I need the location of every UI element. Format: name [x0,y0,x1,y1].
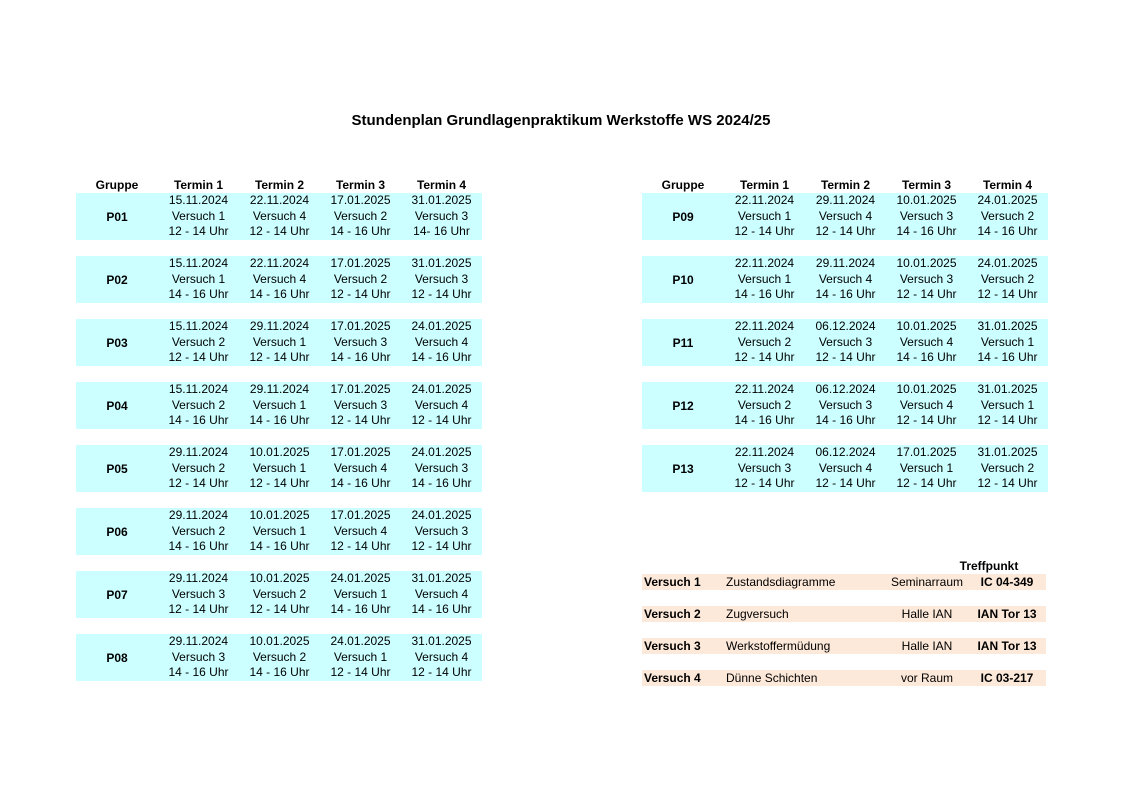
term-time: 12 - 14 Uhr [977,287,1038,302]
term-time: 12 - 14 Uhr [896,476,957,491]
term-time: 12 - 14 Uhr [977,476,1038,491]
term-time: 14 - 16 Uhr [330,224,391,239]
group-row-p07 [76,571,482,618]
term-date: 22.11.2024 [734,256,795,270]
term-versuch: Versuch 4 [818,208,873,223]
term-versuch: Versuch 3 [899,208,954,223]
term-date: 06.12.2024 [815,319,876,333]
term-time: 14 - 16 Uhr [411,476,472,491]
group-name: P01 [106,209,128,224]
term-versuch: Versuch 3 [333,397,388,412]
term-versuch: Versuch 4 [414,397,469,412]
term-cell-2 [239,193,320,240]
versuch-room: IC 03-217 [980,671,1034,685]
term-versuch: Versuch 1 [252,460,307,475]
term-date: 22.11.2024 [734,382,795,396]
term-time: 12 - 14 Uhr [330,287,391,302]
term-cell-3 [320,571,401,618]
term-date: 29.11.2024 [168,445,229,459]
term-cell-3 [886,256,967,303]
term-time: 12 - 14 Uhr [168,350,229,365]
term-date: 22.11.2024 [249,193,310,207]
term-time: 14 - 16 Uhr [168,287,229,302]
term-date: 10.01.2025 [896,193,957,207]
term-versuch: Versuch 1 [252,397,307,412]
schedule-right [642,178,1048,508]
term-time: 12 - 14 Uhr [249,350,310,365]
group-name: P08 [106,650,128,665]
term-cell-4 [401,634,482,681]
group-name: P06 [106,524,128,539]
term-time: 12 - 14 Uhr [330,665,391,680]
header-term-4: Termin 4 [416,178,467,192]
term-time: 14 - 16 Uhr [896,350,957,365]
term-versuch: Versuch 1 [899,460,954,475]
term-cell-1 [158,193,239,240]
term-date: 17.01.2025 [330,382,391,396]
group-row-p06 [76,508,482,555]
term-cell-4 [967,256,1048,303]
term-cell-2 [239,571,320,618]
header-term-3: Termin 3 [901,178,952,192]
term-time: 14 - 16 Uhr [734,287,795,302]
versuch-description: Dünne Schichten [726,671,818,685]
term-cell-1 [724,445,805,492]
term-cell-4 [967,445,1048,492]
term-cell-3 [320,508,401,555]
group-row-p10 [642,256,1048,303]
legend-row-versuch-1 [642,574,1046,590]
term-versuch: Versuch 4 [414,649,469,664]
term-cell-3 [886,445,967,492]
term-versuch: Versuch 4 [818,460,873,475]
schedule-left [76,178,482,697]
term-date: 29.11.2024 [168,634,229,648]
group-name: P05 [106,461,128,476]
term-date: 10.01.2025 [249,445,310,459]
term-versuch: Versuch 2 [171,334,226,349]
term-versuch: Versuch 2 [980,271,1035,286]
term-date: 17.01.2025 [330,193,391,207]
term-date: 22.11.2024 [734,193,795,207]
term-time: 12 - 14 Uhr [734,476,795,491]
term-cell-3 [320,193,401,240]
term-date: 22.11.2024 [734,445,795,459]
term-versuch: Versuch 1 [737,208,792,223]
term-time: 12 - 14 Uhr [411,287,472,302]
term-date: 29.11.2024 [249,319,310,333]
term-versuch: Versuch 2 [171,460,226,475]
term-versuch: Versuch 2 [252,586,307,601]
term-date: 17.01.2025 [330,445,391,459]
term-time: 12 - 14 Uhr [249,224,310,239]
term-time: 12 - 14 Uhr [411,413,472,428]
term-time: 14 - 16 Uhr [330,602,391,617]
term-date: 10.01.2025 [249,634,310,648]
versuch-room: IAN Tor 13 [977,607,1037,621]
term-cell-3 [886,193,967,240]
term-date: 10.01.2025 [896,319,957,333]
term-date: 24.01.2025 [330,571,391,585]
term-time: 12 - 14 Uhr [896,287,957,302]
term-time: 14 - 16 Uhr [977,224,1038,239]
term-versuch: Versuch 3 [899,271,954,286]
term-cell-1 [724,319,805,366]
term-time: 14 - 16 Uhr [249,665,310,680]
legend-row-versuch-2 [642,606,1046,622]
term-date: 31.01.2025 [411,571,472,585]
term-versuch: Versuch 3 [414,523,469,538]
header-term-1: Termin 1 [739,178,790,192]
header-term-2: Termin 2 [820,178,871,192]
versuch-name: Versuch 3 [644,639,701,653]
term-cell-2 [239,634,320,681]
term-time: 14 - 16 Uhr [330,476,391,491]
term-date: 10.01.2025 [249,508,310,522]
term-versuch: Versuch 2 [980,460,1035,475]
term-date: 31.01.2025 [977,319,1038,333]
term-cell-1 [724,382,805,429]
term-cell-4 [967,382,1048,429]
term-date: 29.11.2024 [168,571,229,585]
term-date: 22.11.2024 [734,319,795,333]
versuch-description: Zustandsdiagramme [726,575,836,589]
legend-row-versuch-3 [642,638,1046,654]
term-versuch: Versuch 4 [252,271,307,286]
term-cell-2 [805,256,886,303]
term-time: 12 - 14 Uhr [896,413,957,428]
term-cell-3 [886,319,967,366]
term-cell-1 [158,382,239,429]
term-date: 31.01.2025 [411,256,472,270]
treffpunkt-heading: Treffpunkt [959,559,1019,573]
term-cell-4 [401,445,482,492]
term-cell-2 [239,319,320,366]
group-row-p03 [76,319,482,366]
term-cell-1 [158,445,239,492]
legend-header [642,559,1046,574]
term-versuch: Versuch 3 [171,586,226,601]
term-cell-1 [724,256,805,303]
term-cell-3 [320,445,401,492]
term-versuch: Versuch 2 [737,397,792,412]
term-date: 17.01.2025 [330,256,391,270]
group-row-p09 [642,193,1048,240]
term-versuch: Versuch 3 [333,334,388,349]
group-row-p11 [642,319,1048,366]
versuch-room: IC 04-349 [980,575,1034,589]
term-cell-4 [401,193,482,240]
term-versuch: Versuch 3 [414,460,469,475]
term-time: 14 - 16 Uhr [896,224,957,239]
term-cell-1 [158,571,239,618]
group-list [76,193,482,681]
header-term-4: Termin 4 [982,178,1033,192]
term-date: 29.11.2024 [815,256,876,270]
header-row [76,178,482,193]
treffpunkt-legend [642,559,1046,702]
term-time: 12 - 14 Uhr [330,539,391,554]
term-time: 12 - 14 Uhr [168,224,229,239]
header-term-3: Termin 3 [335,178,386,192]
term-time: 12 - 14 Uhr [249,602,310,617]
term-time: 14 - 16 Uhr [734,413,795,428]
group-row-p13 [642,445,1048,492]
versuch-name: Versuch 1 [644,575,701,589]
versuch-location: Halle IAN [901,639,953,653]
term-versuch: Versuch 4 [252,208,307,223]
term-cell-1 [724,193,805,240]
term-time: 14 - 16 Uhr [330,350,391,365]
term-time: 14 - 16 Uhr [815,413,876,428]
group-name: P13 [672,461,694,476]
term-versuch: Versuch 4 [414,586,469,601]
term-cell-2 [239,382,320,429]
term-time: 12 - 14 Uhr [168,476,229,491]
term-versuch: Versuch 2 [171,523,226,538]
group-name: P02 [106,272,128,287]
term-date: 31.01.2025 [411,193,472,207]
term-date: 15.11.2024 [168,256,229,270]
term-versuch: Versuch 3 [818,397,873,412]
group-row-p08 [76,634,482,681]
term-versuch: Versuch 2 [171,397,226,412]
term-versuch: Versuch 4 [899,397,954,412]
term-time: 12 - 14 Uhr [411,539,472,554]
term-versuch: Versuch 3 [737,460,792,475]
term-date: 10.01.2025 [896,382,957,396]
term-date: 15.11.2024 [168,193,229,207]
term-time: 12 - 14 Uhr [815,350,876,365]
term-cell-4 [967,319,1048,366]
term-date: 24.01.2025 [411,382,472,396]
term-cell-4 [401,319,482,366]
term-time: 14 - 16 Uhr [168,539,229,554]
header-term-1: Termin 1 [173,178,224,192]
term-versuch: Versuch 1 [980,334,1035,349]
term-time: 12 - 14 Uhr [734,350,795,365]
term-cell-2 [239,256,320,303]
term-cell-2 [805,193,886,240]
term-cell-1 [158,256,239,303]
term-versuch: Versuch 2 [333,208,388,223]
term-versuch: Versuch 3 [818,334,873,349]
term-cell-3 [320,634,401,681]
term-time: 14 - 16 Uhr [168,413,229,428]
term-cell-3 [886,382,967,429]
term-cell-1 [158,319,239,366]
group-name: P11 [672,335,694,350]
term-cell-3 [320,319,401,366]
group-name: P04 [106,398,128,413]
term-date: 17.01.2025 [896,445,957,459]
term-versuch: Versuch 4 [333,460,388,475]
term-cell-3 [320,382,401,429]
group-row-p12 [642,382,1048,429]
term-date: 31.01.2025 [977,445,1038,459]
term-date: 17.01.2025 [330,319,391,333]
header-row [642,178,1048,193]
term-versuch: Versuch 3 [171,649,226,664]
term-cell-2 [805,445,886,492]
term-date: 24.01.2025 [977,193,1038,207]
term-cell-1 [158,634,239,681]
term-cell-3 [320,256,401,303]
term-time: 12 - 14 Uhr [815,224,876,239]
term-versuch: Versuch 1 [171,208,226,223]
legend-row-versuch-4 [642,670,1046,686]
term-time: 12 - 14 Uhr [411,665,472,680]
term-time: 14 - 16 Uhr [411,602,472,617]
term-cell-2 [805,319,886,366]
term-date: 10.01.2025 [249,571,310,585]
term-versuch: Versuch 1 [252,523,307,538]
versuch-room: IAN Tor 13 [977,639,1037,653]
term-versuch: Versuch 1 [333,649,388,664]
term-date: 24.01.2025 [411,445,472,459]
term-date: 31.01.2025 [411,634,472,648]
term-time: 14 - 16 Uhr [815,287,876,302]
term-date: 24.01.2025 [330,634,391,648]
term-date: 29.11.2024 [249,382,310,396]
term-cell-1 [158,508,239,555]
term-versuch: Versuch 1 [171,271,226,286]
term-time: 14 - 16 Uhr [249,539,310,554]
term-versuch: Versuch 4 [414,334,469,349]
term-cell-2 [239,445,320,492]
group-name: P12 [672,398,694,413]
term-versuch: Versuch 2 [980,208,1035,223]
term-versuch: Versuch 1 [737,271,792,286]
term-cell-4 [401,508,482,555]
term-versuch: Versuch 1 [333,586,388,601]
term-date: 22.11.2024 [249,256,310,270]
group-list [642,193,1048,492]
term-cell-4 [401,256,482,303]
term-time: 14 - 16 Uhr [411,350,472,365]
term-time: 12 - 14 Uhr [977,413,1038,428]
term-date: 31.01.2025 [977,382,1038,396]
group-row-p02 [76,256,482,303]
term-date: 29.11.2024 [815,193,876,207]
term-cell-4 [401,382,482,429]
term-versuch: Versuch 1 [252,334,307,349]
term-cell-2 [805,382,886,429]
term-date: 24.01.2025 [411,319,472,333]
versuch-location: Halle IAN [901,607,953,621]
versuch-name: Versuch 2 [644,607,701,621]
term-versuch: Versuch 4 [899,334,954,349]
header-group: Gruppe [661,178,705,192]
versuch-location: vor Raum [900,671,953,685]
term-date: 24.01.2025 [977,256,1038,270]
term-time: 14 - 16 Uhr [249,287,310,302]
term-time: 14 - 16 Uhr [977,350,1038,365]
group-row-p04 [76,382,482,429]
group-name: P03 [106,335,128,350]
versuch-description: Werkstoffermüdung [726,639,831,653]
group-name: P07 [106,587,128,602]
term-versuch: Versuch 3 [414,271,469,286]
term-time: 14 - 16 Uhr [249,413,310,428]
term-date: 15.11.2024 [168,319,229,333]
term-versuch: Versuch 2 [737,334,792,349]
term-time: 12 - 14 Uhr [815,476,876,491]
header-group: Gruppe [95,178,139,192]
term-time: 12 - 14 Uhr [330,413,391,428]
term-versuch: Versuch 4 [333,523,388,538]
term-versuch: Versuch 2 [252,649,307,664]
term-time: 14- 16 Uhr [413,224,470,239]
term-versuch: Versuch 3 [414,208,469,223]
group-row-p01 [76,193,482,240]
term-cell-2 [239,508,320,555]
term-date: 06.12.2024 [815,445,876,459]
group-name: P09 [672,209,694,224]
term-date: 06.12.2024 [815,382,876,396]
group-name: P10 [672,272,694,287]
term-cell-4 [967,193,1048,240]
term-time: 14 - 16 Uhr [168,665,229,680]
term-time: 12 - 14 Uhr [168,602,229,617]
term-date: 15.11.2024 [168,382,229,396]
term-time: 12 - 14 Uhr [249,476,310,491]
versuch-name: Versuch 4 [644,671,701,685]
term-date: 10.01.2025 [896,256,957,270]
term-time: 12 - 14 Uhr [734,224,795,239]
term-date: 24.01.2025 [411,508,472,522]
term-date: 29.11.2024 [168,508,229,522]
header-term-2: Termin 2 [254,178,305,192]
term-versuch: Versuch 2 [333,271,388,286]
versuch-location: Seminarraum [890,575,964,589]
term-date: 17.01.2025 [330,508,391,522]
page-title: Stundenplan Grundlagenpraktikum Werkstoffe WS 2024/25 [351,112,771,129]
term-versuch: Versuch 4 [818,271,873,286]
versuch-description: Zugversuch [726,607,789,621]
group-row-p05 [76,445,482,492]
term-cell-4 [401,571,482,618]
term-versuch: Versuch 1 [980,397,1035,412]
